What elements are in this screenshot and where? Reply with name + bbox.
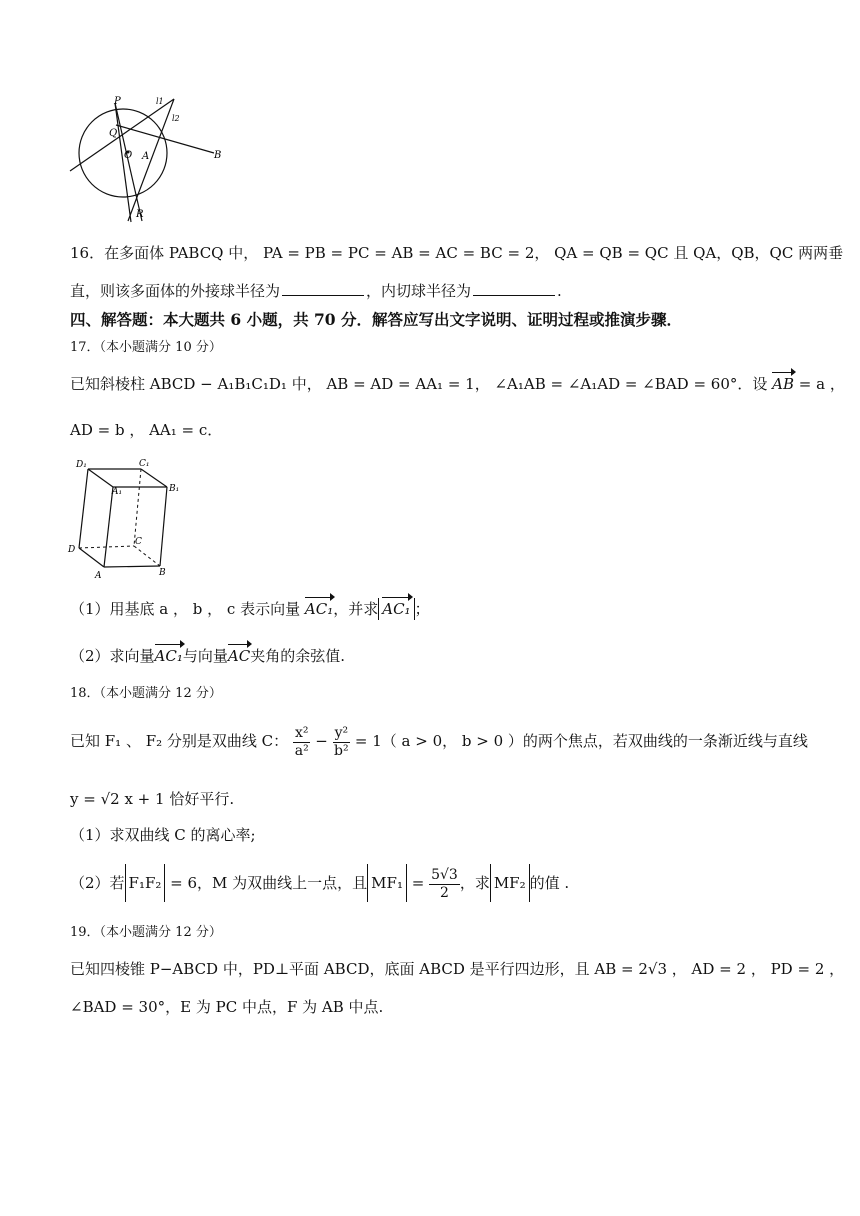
answer-blank-1[interactable] — [282, 281, 364, 296]
circle-figure — [66, 95, 236, 225]
q16-text-a: 直，则该多面体的外接球半径为 — [70, 282, 281, 300]
label-P: P — [114, 96, 121, 107]
q18-line1-b: = 1（ a > 0， b > 0 ）的两个焦点，若双曲线的一条渐近线与直线 — [350, 732, 808, 750]
q17-part2 — [70, 645, 345, 667]
label-R: R — [136, 209, 144, 220]
abs-AC1: AC₁ — [378, 598, 414, 620]
fraction-x2-a2: $\frac{\text{x²}}{\text{a²}}$ — [294, 724, 309, 759]
q19-header: 19．（本小题满分 12 分） — [70, 925, 222, 940]
label-C: C — [135, 537, 142, 547]
q17-part1-c: ； — [414, 600, 430, 618]
vector-AC1: AC₁ — [304, 600, 334, 618]
label-Q: Q — [109, 128, 118, 139]
q17-part2-b: 与向量 — [182, 647, 228, 665]
q17-part1 — [70, 598, 430, 620]
q18-line1-a: 已知 F₁ 、 F₂ 分别是双曲线 C： — [70, 732, 289, 750]
abs-MF2: MF₂ — [490, 864, 530, 902]
vector-AC: AC — [227, 647, 251, 665]
q17-header: 17．（本小题满分 10 分） — [70, 340, 222, 355]
q17-part2-c: 夹角的余弦值. — [250, 647, 345, 665]
answer-blank-2[interactable] — [473, 281, 555, 296]
label-A: A — [95, 571, 102, 581]
q17-line1-text: 已知斜棱柱 ABCD − A₁B₁C₁D₁ 中， AB = AD = AA₁ = 1， ∠A₁AB = ∠A₁AD = ∠BAD = 60°．设 — [70, 375, 768, 393]
line-to-B — [116, 125, 214, 153]
label-A1: A₁ — [112, 487, 123, 497]
q16-text-c: . — [557, 282, 562, 300]
label-l2: l2 — [172, 114, 180, 123]
label-B1: B₁ — [169, 484, 180, 494]
prism-figure — [66, 455, 191, 585]
fraction-y2-b2: $\frac{\text{y²}}{\text{b²}}$ — [334, 724, 349, 759]
q16-line2 — [70, 280, 562, 302]
section-heading: 四、解答题：本大题共 6 小题，共 70 分．解答应写出文字说明、证明过程或推演步骤． — [70, 310, 682, 329]
q19-line1: 已知四棱锥 P−ABCD 中，PD⊥平面 ABCD，底面 ABCD 是平行四边形，且 AB = 2√3 ， AD = 2 ， PD = 2 ， — [70, 960, 845, 978]
q17-part1-b: ，并求 — [333, 600, 379, 618]
q18-line2: y = √2 x + 1 恰好平行. — [70, 790, 235, 808]
q17-line2: AD = b ， AA₁ = c． — [70, 421, 223, 439]
vector-AC1-2: AC₁ — [154, 647, 183, 665]
label-O: O — [124, 150, 133, 161]
q16-text-b: ，内切球半径为 — [366, 282, 472, 300]
q17-line1 — [70, 373, 845, 395]
q17-part2-a: （2）求向量 — [70, 647, 155, 665]
q18-line1: 已知 F₁ 、 F₂ 分别是双曲线 C： $\frac{\text{x²}}{\text{a²}}$ − $\frac{\text{y²}}{\text{b²}}$ = 1（ a > 0， b > 0 ）的两个焦点，若双曲线的一条渐近线与直线 — [70, 724, 808, 759]
line-l1-upper — [128, 99, 174, 221]
abs-MF1: MF₁ — [367, 864, 407, 902]
vector-AB: AB — [772, 375, 795, 393]
abs-F1F2: F₁F₂ — [125, 864, 166, 902]
label-C1: C₁ — [139, 459, 150, 469]
q17-part1-a: （1）用基底 a ， b ， c 表示向量 — [70, 600, 301, 618]
q17-line1-end: = a ， — [794, 375, 845, 393]
line-l2 — [70, 99, 174, 171]
q18-header: 18．（本小题满分 12 分） — [70, 686, 222, 701]
q18-part2: （2）若 F₁F₂ = 6，M 为双曲线上一点，且 MF₁ = $\frac{5√3}{2}$ ，求 MF₂ 的值 . — [70, 864, 569, 902]
label-D: D — [68, 545, 76, 555]
fraction-5sqrt3-2: $\frac{5√3}{2}$ — [431, 866, 458, 901]
label-D1: D₁ — [76, 460, 87, 470]
q18-part1: （1）求双曲线 C 的离心率; — [70, 826, 256, 844]
label-A: A — [142, 151, 150, 162]
label-B: B — [214, 150, 222, 161]
q19-line2: ∠BAD = 30°，E 为 PC 中点，F 为 AB 中点. — [70, 998, 384, 1016]
label-B: B — [159, 568, 166, 578]
q16-line1: 16．在多面体 PABCQ 中， PA = PB = PC = AB = AC = BC = 2， QA = QB = QC 且 QA，QB，QC 两两垂 — [70, 244, 844, 262]
label-l1: l1 — [156, 97, 164, 106]
